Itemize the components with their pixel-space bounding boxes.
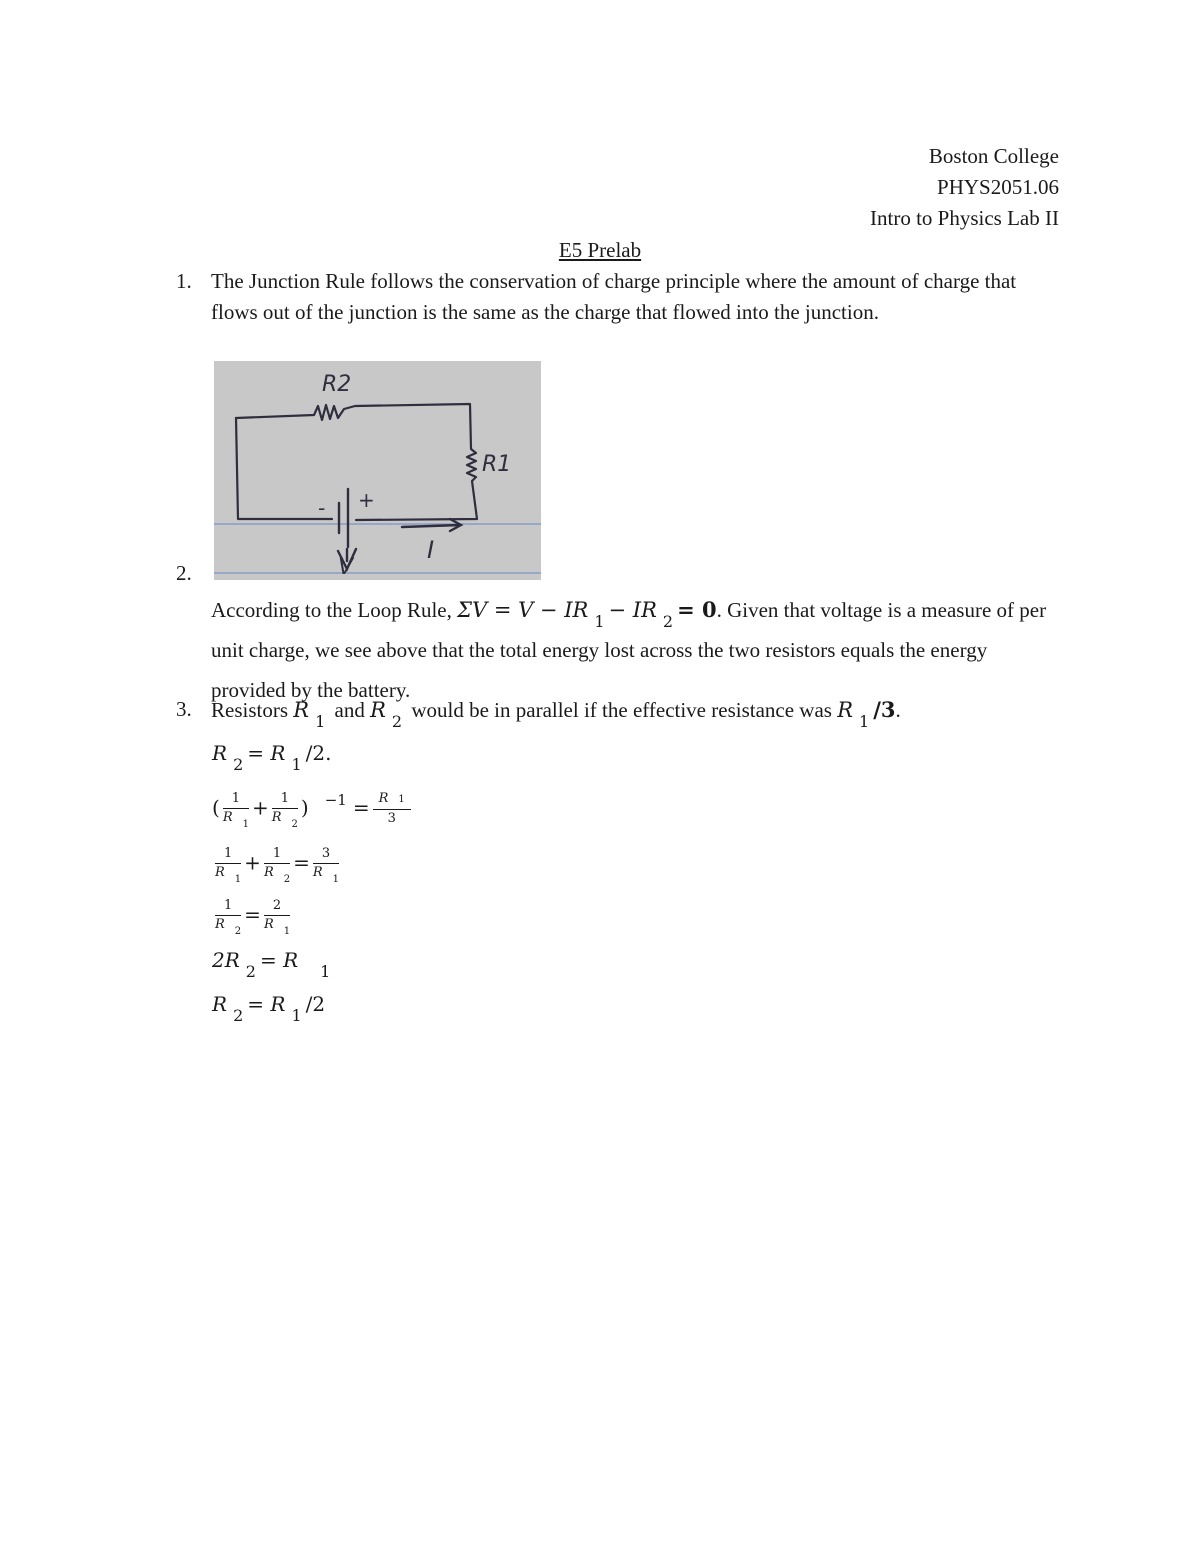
document-header bbox=[870, 141, 1059, 234]
fraction: $\frac{3}{R _1}$ bbox=[312, 846, 340, 885]
fraction: $\frac{1}{R _1}$ bbox=[215, 846, 242, 885]
label-r2: R2 bbox=[322, 372, 352, 397]
header-course-name: Intro to Physics Lab II bbox=[870, 206, 1059, 230]
label-current: I bbox=[427, 536, 435, 564]
fraction: $\frac{1}{R _1}$ bbox=[222, 791, 249, 830]
answer-2-body: According to the Loop Rule, ΣV = V − IR $_1$ − IR $_2$ = 0. Given that voltage is a measure of per unit charge, we see above that the total energy lost across the two resistors equals the energy provided by the battery. bbox=[211, 597, 1047, 702]
answer-1-text: The Junction Rule follows the conservation of charge principle where the amount of charge that flows out of the junction is the same as the charge that flowed into the junction. bbox=[211, 269, 1017, 324]
document-title: E5 Prelab bbox=[558, 238, 642, 262]
answer-1 bbox=[176, 266, 1066, 328]
label-r1: R1 bbox=[482, 452, 512, 477]
math-line-4: $\frac{1}{R _2}$ = $\frac{2}{R _1}$ bbox=[215, 898, 291, 937]
math-line-5: 2R $_2$ = R $_1$ bbox=[212, 948, 331, 981]
fraction: $\frac{1}{R _2}$ bbox=[215, 898, 242, 937]
answer-2-rest: . Given that voltage is a measure of per unit charge, we see above that the total energy lost across the two resistors equals the energy provided by the battery. bbox=[211, 598, 1047, 702]
fraction: $\frac{R 1}{3}$ bbox=[373, 790, 411, 828]
loop-equation-part: − IR bbox=[608, 598, 657, 622]
item-number: 2. bbox=[176, 561, 192, 585]
loop-equation-part: ΣV = V − IR bbox=[457, 598, 589, 622]
math-line-3: $\frac{1}{R _1}$ + $\frac{1}{R _2}$ = $\frac{3}{R _1}$ bbox=[215, 846, 340, 885]
loop-equation-part: = 0 bbox=[677, 597, 717, 622]
math-line-6: R $_2$ = R $_1$ /2 bbox=[212, 992, 326, 1025]
answer-3: 3. Resistors R $_1$ and R $_2$ would be in parallel if the effective resistance was R $_1$ /3. bbox=[176, 694, 1066, 727]
answer-2-intro: According to the Loop Rule, bbox=[211, 598, 458, 622]
math-line-1: R $_2$ = R $_1$ /2. bbox=[212, 741, 332, 774]
header-course-code: PHYS2051.06 bbox=[937, 175, 1059, 199]
label-voltage: V bbox=[338, 555, 354, 580]
circuit-photo bbox=[214, 361, 541, 580]
item-number: 1. bbox=[176, 269, 192, 293]
fraction: $\frac{1}{R _2}$ bbox=[271, 791, 298, 830]
item-number: 3. bbox=[176, 697, 192, 721]
fraction: $\frac{2}{R _1}$ bbox=[263, 898, 291, 937]
fraction: $\frac{1}{R _2}$ bbox=[263, 846, 291, 885]
math-line-2: ( $\frac{1}{R _1}$ + $\frac{1}{R _2}$ ) $^{-1}$ = $\frac{R 1}{3}$ bbox=[212, 790, 414, 828]
label-minus: - bbox=[318, 496, 326, 520]
header-institution: Boston College bbox=[928, 144, 1059, 168]
label-plus: + bbox=[358, 488, 375, 512]
